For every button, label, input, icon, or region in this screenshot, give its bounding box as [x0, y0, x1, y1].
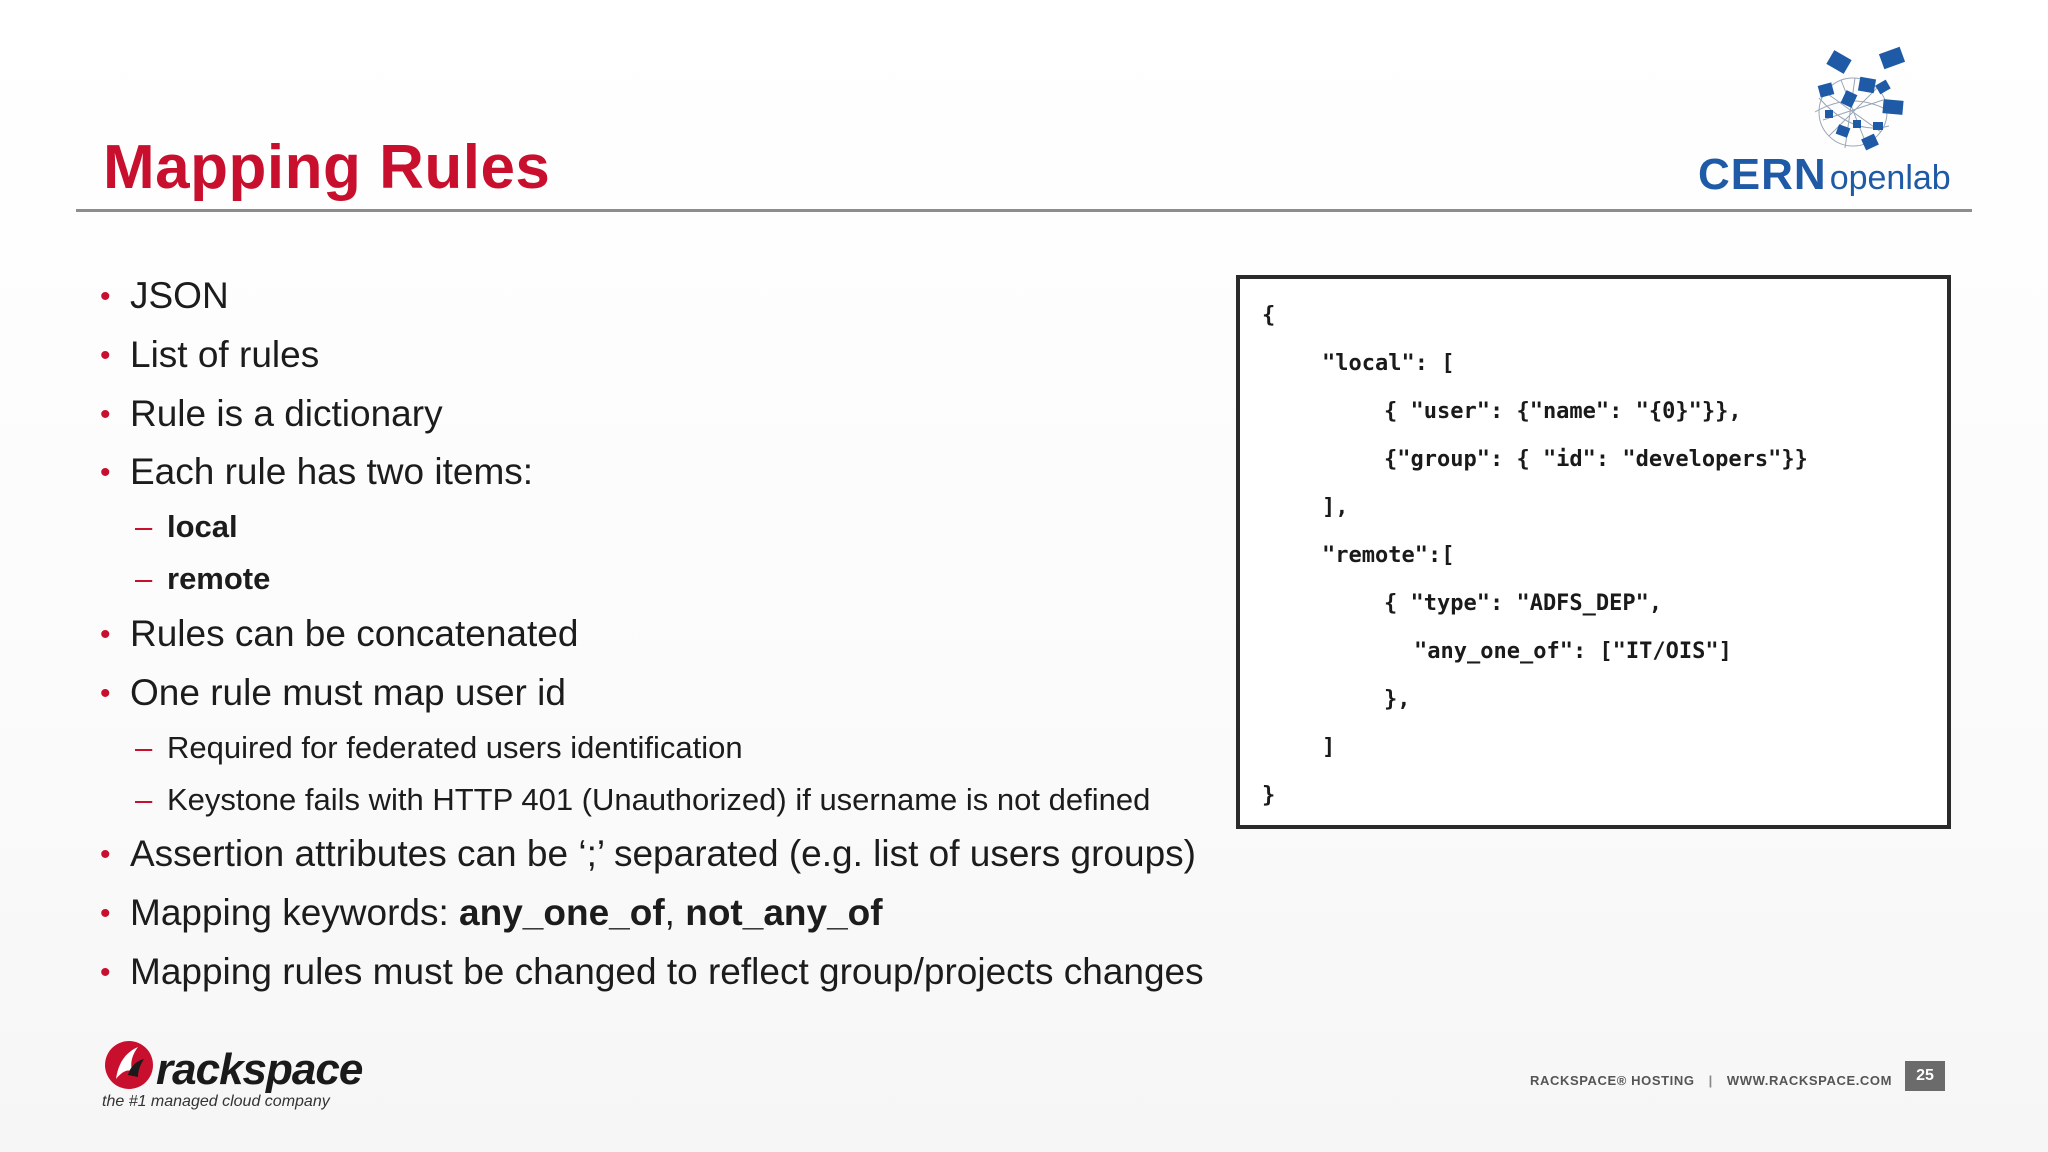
bullet-item: • Assertion attributes can be ‘;’ separated (e.g. list of users groups) — [100, 833, 1196, 874]
bullet-item: • List of rules — [100, 334, 320, 375]
slide-title: Mapping Rules — [103, 133, 551, 202]
footer-hosting: RACKSPACE® HOSTING — [1530, 1073, 1695, 1088]
cern-openlab-logo — [1690, 40, 1960, 210]
code-line: { "type": "ADFS_DEP", — [1384, 591, 1663, 616]
code-line: ] — [1322, 735, 1336, 760]
page-number: 25 — [1905, 1061, 1945, 1091]
code-line: "local": [ — [1322, 351, 1455, 376]
code-line: "any_one_of": ["IT/OIS"] — [1414, 639, 1732, 664]
bullet-item: • Mapping rules must be changed to reflect group/projects changes — [100, 951, 1204, 992]
bullet-item: • One rule must map user id — [100, 672, 566, 713]
code-line: {"group": { "id": "developers"}} — [1384, 447, 1808, 472]
sub-bullet-item: – remote — [135, 561, 271, 596]
sub-bullet-item: – Keystone fails with HTTP 401 (Unauthorized) if username is not defined — [135, 782, 1151, 817]
title-divider — [76, 209, 1972, 212]
code-line: { — [1262, 303, 1276, 328]
code-line: "remote":[ — [1322, 543, 1455, 568]
footer-info — [1530, 1073, 1892, 1088]
bullet-item: • JSON — [100, 275, 229, 316]
code-line: { "user": {"name": "{0}"}}, — [1384, 399, 1742, 424]
bullet-item: • Rules can be concatenated — [100, 613, 579, 654]
rackspace-logo — [100, 1035, 363, 1115]
footer-separator: | — [1708, 1073, 1713, 1088]
rackspace-tagline: the #1 managed cloud company — [102, 1093, 330, 1110]
keyword-not-any-of: not_any_of — [685, 892, 883, 933]
bullet-item: • Mapping keywords: any_one_of, not_any_of — [100, 892, 883, 933]
sub-bullet-item: – local — [135, 509, 238, 544]
cern-wordmark-light: openlab — [1829, 159, 1951, 197]
rackspace-swirl-icon — [102, 1035, 158, 1091]
bullet-item: • Each rule has two items: — [100, 451, 534, 492]
sub-bullet-item: – Required for federated users identification — [135, 730, 743, 765]
cern-wordmark-bold: CERN — [1698, 150, 1827, 199]
rackspace-wordmark: rackspace — [156, 1045, 363, 1094]
cern-openlab-wordmark — [1698, 150, 1951, 200]
code-line: } — [1262, 783, 1276, 808]
footer-website: WWW.RACKSPACE.COM — [1726, 1073, 1893, 1088]
json-code-box — [1236, 275, 1951, 829]
bullet-item: • Rule is a dictionary — [100, 393, 443, 434]
code-line: ], — [1322, 495, 1349, 520]
cern-openlab-network-icon — [1785, 40, 1945, 165]
code-line: }, — [1384, 687, 1411, 712]
keyword-any-one-of: any_one_of — [459, 892, 665, 933]
